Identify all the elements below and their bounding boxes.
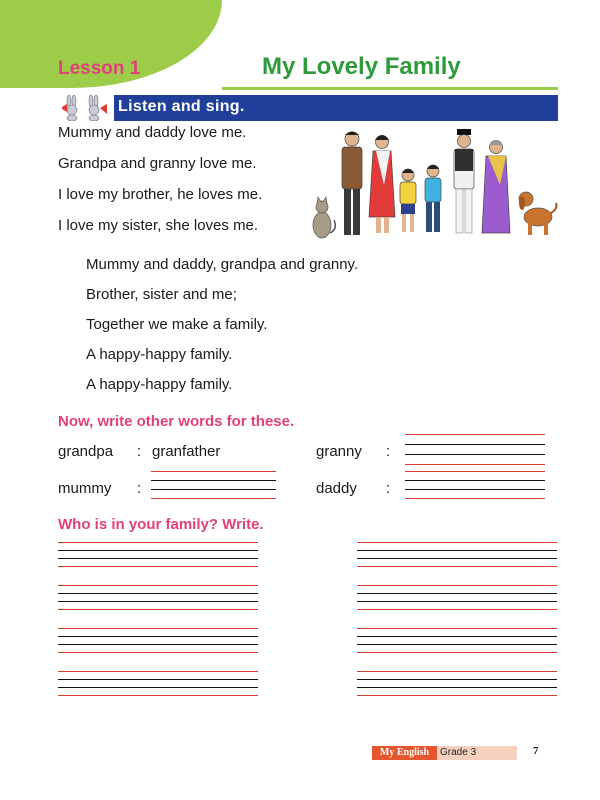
father-figure (342, 132, 362, 236)
ruled-line (58, 550, 258, 551)
family-illustration (300, 125, 562, 245)
ruled-line (357, 558, 557, 559)
ruled-line (357, 542, 557, 543)
writing-area-left[interactable] (58, 542, 258, 702)
ruled-line (58, 644, 258, 645)
exercise-word: daddy (316, 480, 357, 497)
exercise-word: mummy (58, 480, 112, 497)
page-title: My Lovely Family (262, 53, 461, 80)
ruled-line (357, 652, 557, 653)
ruled-line (357, 644, 557, 645)
banner-text: Listen and sing. (118, 98, 245, 115)
ruled-line (357, 566, 557, 567)
footer-grade: Grade 3 (440, 747, 477, 758)
song-line: Brother, sister and me; (86, 286, 237, 303)
ruled-line (58, 687, 258, 688)
song-line: Grandpa and granny love me. (58, 155, 257, 172)
exercise-word: granny (316, 443, 362, 460)
song-line: Together we make a family. (86, 316, 268, 333)
mother-figure (369, 135, 395, 233)
exercise-colon: : (137, 443, 142, 460)
exercise-colon: : (137, 480, 142, 497)
answer-lines-daddy[interactable] (405, 471, 545, 499)
exercise1-heading: Now, write other words for these. (58, 413, 295, 430)
sister-figure (400, 169, 416, 232)
ruled-line (357, 636, 557, 637)
rabbits-megaphone-icon (60, 95, 114, 121)
answer-lines-mummy[interactable] (151, 471, 276, 499)
cat-icon (313, 197, 335, 238)
page-number: 7 (533, 745, 539, 757)
title-underline (222, 87, 558, 90)
brother-figure (425, 165, 441, 232)
ruled-line (58, 566, 258, 567)
exercise-colon: : (386, 480, 391, 497)
grandpa-figure (454, 129, 474, 233)
song-line: I love my brother, he loves me. (58, 186, 263, 203)
writing-area-right[interactable] (357, 542, 557, 702)
ruled-line (58, 542, 258, 543)
ruled-line (357, 695, 557, 696)
granny-figure (482, 141, 510, 234)
answer-lines-granny[interactable] (405, 434, 545, 464)
dog-icon (519, 192, 556, 235)
ruled-line (58, 636, 258, 637)
ruled-line (58, 601, 258, 602)
song-line: Mummy and daddy love me. (58, 124, 247, 141)
song-line: Mummy and daddy, grandpa and granny. (86, 256, 359, 273)
exercise-answer: granfather (152, 443, 221, 460)
ruled-line (357, 679, 557, 680)
lesson-label: Lesson 1 (58, 58, 141, 79)
ruled-line (357, 609, 557, 610)
ruled-line (357, 593, 557, 594)
song-line: A happy-happy family. (86, 346, 233, 363)
ruled-line (58, 652, 258, 653)
ruled-line (357, 671, 557, 672)
ruled-line (357, 585, 557, 586)
ruled-line (58, 585, 258, 586)
ruled-line (357, 550, 557, 551)
ruled-line (58, 671, 258, 672)
exercise2-heading: Who is in your family? Write. (58, 516, 264, 533)
ruled-line (357, 628, 557, 629)
exercise-colon: : (386, 443, 391, 460)
ruled-line (357, 601, 557, 602)
ruled-line (58, 609, 258, 610)
ruled-line (58, 628, 258, 629)
song-line: I love my sister, she loves me. (58, 217, 259, 234)
ruled-line (58, 593, 258, 594)
ruled-line (58, 558, 258, 559)
exercise-word: grandpa (58, 443, 114, 460)
ruled-line (58, 679, 258, 680)
song-line: A happy-happy family. (86, 376, 233, 393)
ruled-line (58, 695, 258, 696)
footer-brand: My English (372, 746, 437, 760)
ruled-line (357, 687, 557, 688)
